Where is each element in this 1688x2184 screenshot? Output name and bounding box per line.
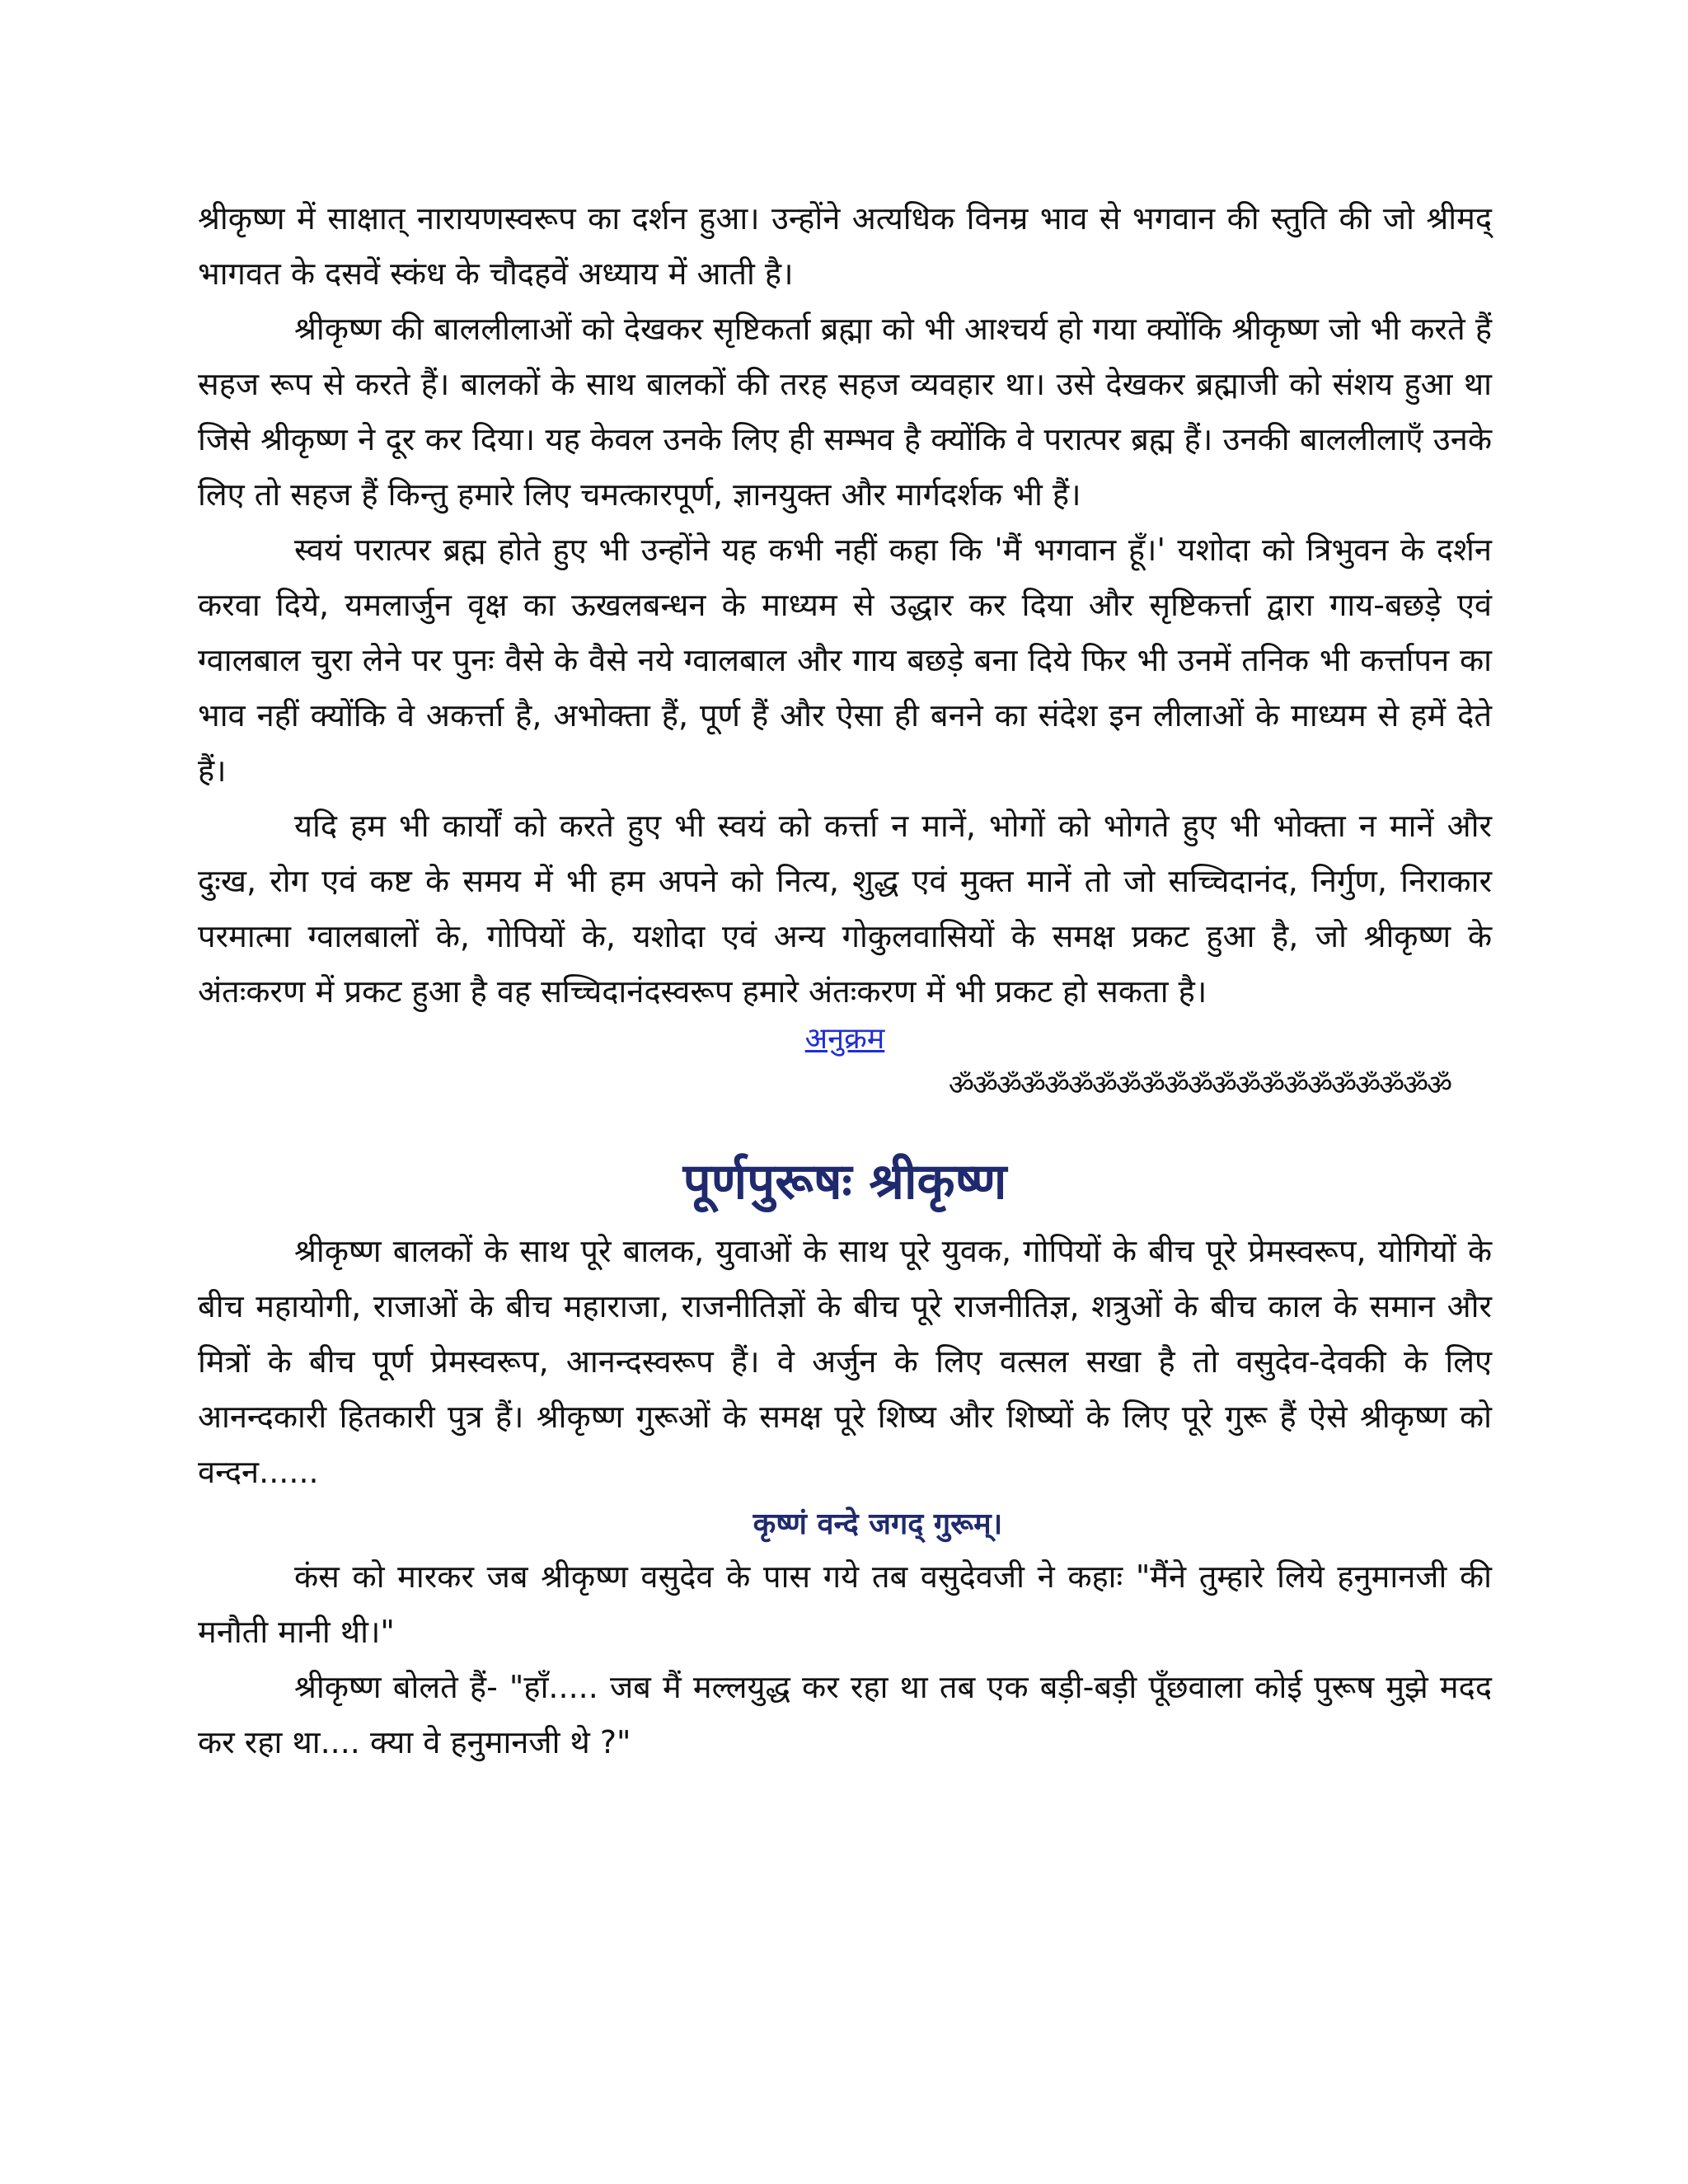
verse-line: कृष्णं वन्दे जगद् गुरूम्।: [753, 1507, 1003, 1541]
section-heading: पूर्णपुरूषः श्रीकृष्ण: [682, 1153, 1007, 1211]
paragraph-balleela: श्रीकृष्ण की बाललीलाओं को देखकर सृष्टिकर्ता ब्रह्मा को भी आश्चर्य हो गया क्योंकि श्रीकृष्ण जो भी करते हैं सहज रूप से करते हैं। बालकों के साथ बालकों की तरह सहज व्यवहार था। उसे देखकर ब्रह्माजी को संशय हुआ था जिसे श्रीकृष्ण ने दूर कर दिया। यह केवल उनके लिए ही सम्भव है क्योंकि वे परात्पर ब्रह्म हैं। उनकी बाललीलाएँ उनके लिए तो सहज हैं किन्तु हमारे लिए चमत्कारपूर्ण, ज्ञानयुक्त और मार्गदर्शक भी हैं।: [198, 311, 1492, 513]
om-separator: ॐॐॐॐॐॐॐॐॐॐॐॐॐॐॐॐॐॐॐॐॐ: [948, 1069, 1451, 1102]
paragraph-kansa: कंस को मारकर जब श्रीकृष्ण वसुदेव के पास गये तब वसुदेवजी ने कहाः "मैंने तुम्हारे लिये हनुमानजी की मनौती मानी थी।": [198, 1558, 1492, 1650]
paragraph-poornapurush: श्रीकृष्ण बालकों के साथ पूरे बालक, युवाओं के साथ पूरे युवक, गोपियों के बीच पूरे प्रेमस्वरूप, योगियों के बीच महायोगी, राजाओं के बीच महाराजा, राजनीतिज्ञों के बीच पूरे राजनीतिज्ञ, शत्रुओं के बीच काल के समान और मित्रों के बीच पूर्ण प्रेमस्वरूप, आनन्दस्वरूप हैं। वे अर्जुन के लिए वत्सल सखा है तो वसुदेव-देवकी के लिए आनन्दकारी हितकारी पुत्र हैं। श्रीकृष्ण गुरूओं के समक्ष पूरे शिष्य और शिष्यों के लिए पूरे गुरू हैं ऐसे श्रीकृष्ण को वन्दन......: [198, 1233, 1492, 1490]
paragraph-parabrahma: स्वयं परात्पर ब्रह्म होते हुए भी उन्होंने यह कभी नहीं कहा कि 'मैं भगवान हूँ।' यशोदा को त्रिभुवन के दर्शन करवा दिये, यमलार्जुन वृक्ष का ऊखलबन्धन के माध्यम से उद्धार कर दिया और सृष्टिकर्त्ता द्वारा गाय-बछड़े एवं ग्वालबाल चुरा लेने पर पुनः वैसे के वैसे नये ग्वालबाल और गाय बछड़े बना दिये फिर भी उनमें तनिक भी कर्त्तापन का भाव नहीं क्योंकि वे अकर्त्ता है, अभोक्ता हैं, पूर्ण हैं और ऐसा ही बनने का संदेश इन लीलाओं के माध्यम से हमें देते हैं।: [198, 532, 1492, 789]
document-page: [198, 191, 1492, 1770]
anukram-container: [198, 1016, 1492, 1062]
paragraph-sachchidanand: यदि हम भी कार्यों को करते हुए भी स्वयं को कर्त्ता न मानें, भोगों को भोगते हुए भी भोक्ता न मानें और दुःख, रोग एवं कष्ट के समय में भी हम अपने को नित्य, शुद्ध एवं मुक्त मानें तो जो सच्चिदानंद, निर्गुण, निराकार परमात्मा ग्वालबालों के, गोपियों के, यशोदा एवं अन्य गोकुलवासियों के समक्ष प्रकट हुआ है, जो श्रीकृष्ण के अंतःकरण में प्रकट हुआ है वह सच्चिदानंदस्वरूप हमारे अंतःकरण में भी प्रकट हो सकता है।: [198, 808, 1492, 1010]
paragraph-hanuman: श्रीकृष्ण बोलते हैं- "हाँ..... जब मैं मल्लयुद्ध कर रहा था तब एक बड़ी-बड़ी पूँछवाला कोई पुरूष मुझे मदद कर रहा था.... क्या वे हनुमानजी थे ?": [198, 1669, 1492, 1760]
paragraph-continuation: श्रीकृष्ण में साक्षात् नारायणस्वरूप का दर्शन हुआ। उन्होंने अत्यधिक विनम्र भाव से भगवान की स्तुति की जो श्रीमद् भागवत के दसवें स्कंध के चौदहवें अध्याय में आती है।: [198, 200, 1492, 292]
anukram-link[interactable]: अनुक्रम: [804, 1022, 885, 1056]
